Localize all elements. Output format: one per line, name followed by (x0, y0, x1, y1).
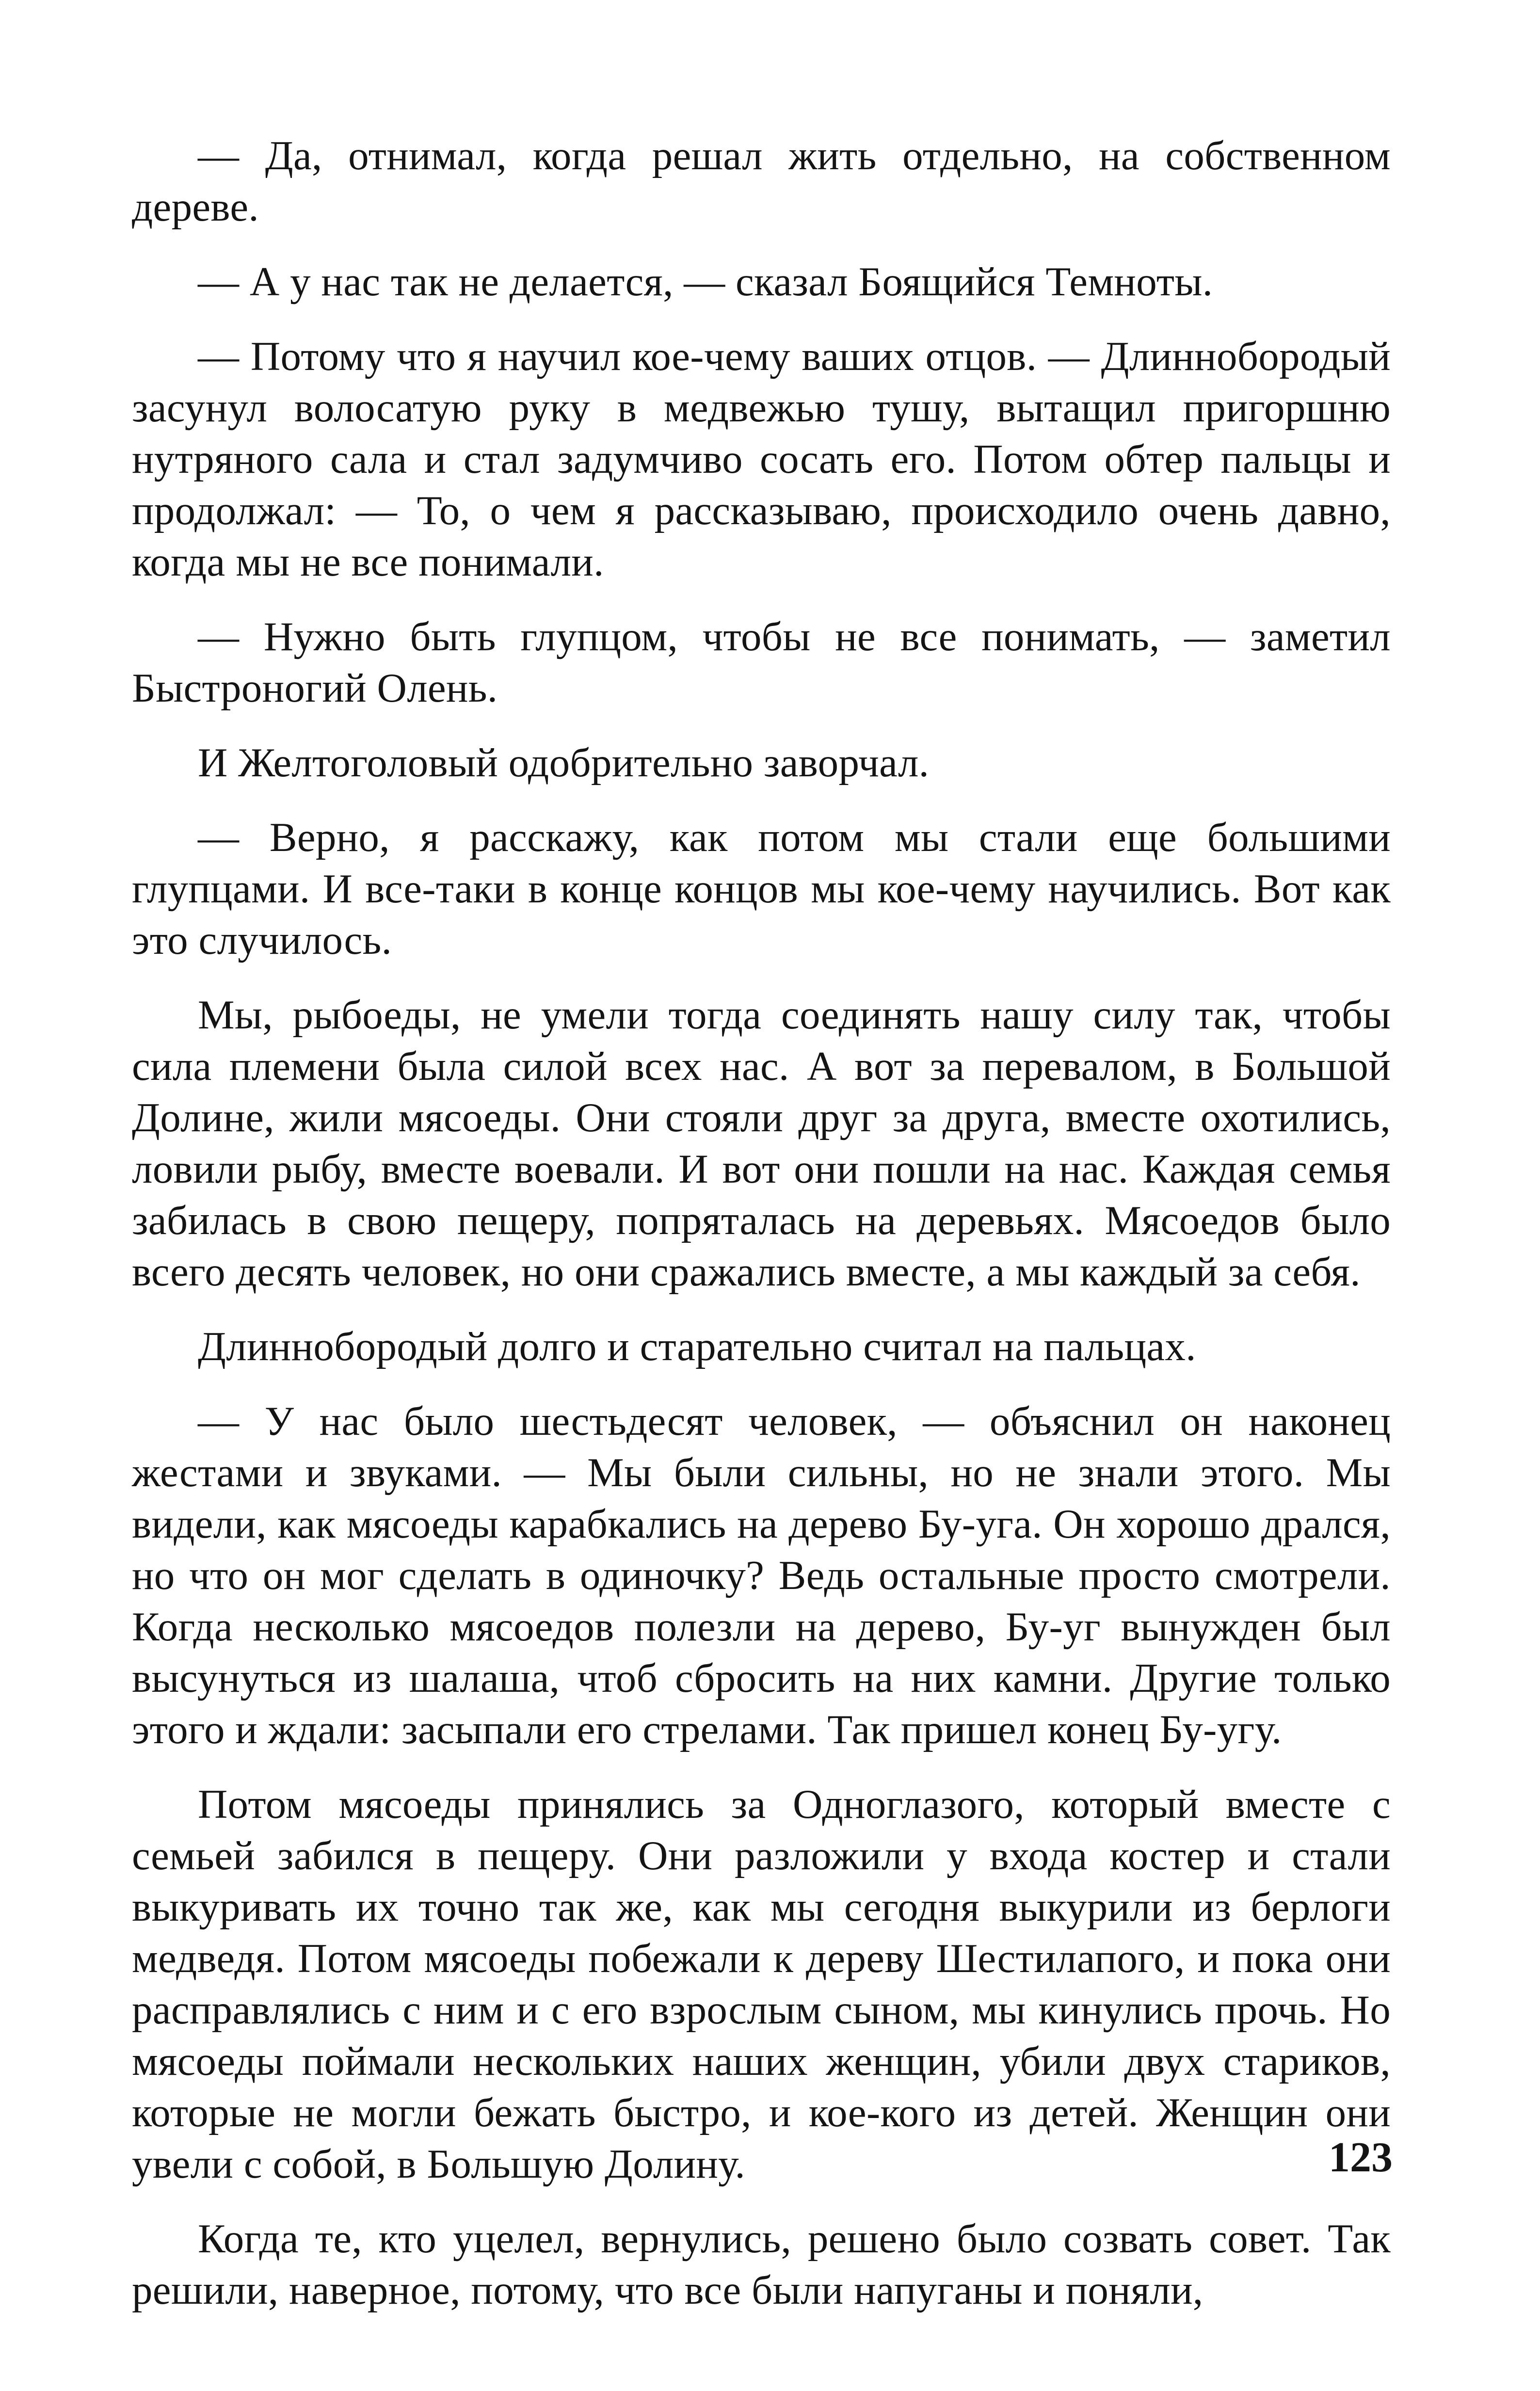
paragraph: Мы, рыбоеды, не умели тогда соединять нашу силу так, чтобы сила племени была силой всех нас. А вот за перевалом, в Большой Долине, жили мясоеды. Они стояли друг за друга, вместе охотились, ловили рыбу, вместе воевали. И вот они пошли на нас. Каждая семья забилась в свою пещеру, попряталась на деревьях. Мясоедов было всего десять человек, но они сражались вместе, а мы каждый за себя. (132, 992, 1391, 1295)
paragraph: — Потому что я научил кое-чему ваших отцов. — Длиннобородый засунул волосатую руку в медвежью тушу, вытащил пригоршню нутряного сала и стал задумчиво сосать его. Потом обтер пальцы и продолжал: — То, о чем я рассказываю, происходило очень давно, когда мы не все понимали. (132, 334, 1391, 585)
paragraph: — А у нас так не делается, — сказал Боящийся Темноты. (198, 259, 1213, 305)
paragraph: И Желтоголовый одобрительно заворчал. (198, 740, 930, 786)
paragraph: — Верно, я расскажу, как потом мы стали еще большими глупцами. И все-таки в конце концов мы кое-чему научились. Вот как это случилось. (132, 815, 1391, 963)
paragraph: — Да, отнимал, когда решал жить отдельно, на собственном дереве. (132, 133, 1391, 230)
paragraph: — У нас было шестьдесят человек, — объяснил он наконец жестами и звуками. — Мы были сильны, но не знали этого. Мы видели, как мясоеды карабкались на дерево Бу-уга. Он хорошо дрался, но что он мог сделать в одиночку? Ведь остальные просто смотрели. Когда несколько мясоедов полезли на дерево, Бу-уг вынужден был высунуться из шалаша, чтоб сбросить на них камни. Другие только этого и ждали: засыпали его стрелами. Так пришел конец Бу-угу. (132, 1398, 1391, 1752)
page-number: 123 (1329, 2134, 1393, 2181)
paragraph: — Нужно быть глупцом, чтобы не все понимать, — заметил Быстроногий Олень. (132, 614, 1391, 711)
paragraph: Потом мясоеды принялись за Одноглазого, который вместе с семьей забился в пещеру. Они разложили у входа костер и стали выкуривать их точно так же, как мы сегодня выкурили из берлоги медведя. Потом мясоеды побежали к дереву Шестилапого, и пока они расправлялись с ним и с его взрослым сыном, мы кинулись прочь. Но мясоеды поймали нескольких наших женщин, убили двух стариков, которые не могли бежать быстро, и кое-кого из детей. Женщин они увели с собой, в Большую Долину. (132, 1781, 1391, 2187)
page-body-text (132, 130, 1391, 2316)
paragraph: Когда те, кто уцелел, вернулись, решено было созвать совет. Так решили, наверное, потому, что все были напуганы и поняли, (132, 2216, 1391, 2313)
paragraph: Длиннобородый долго и старательно считал на пальцах. (198, 1324, 1196, 1369)
